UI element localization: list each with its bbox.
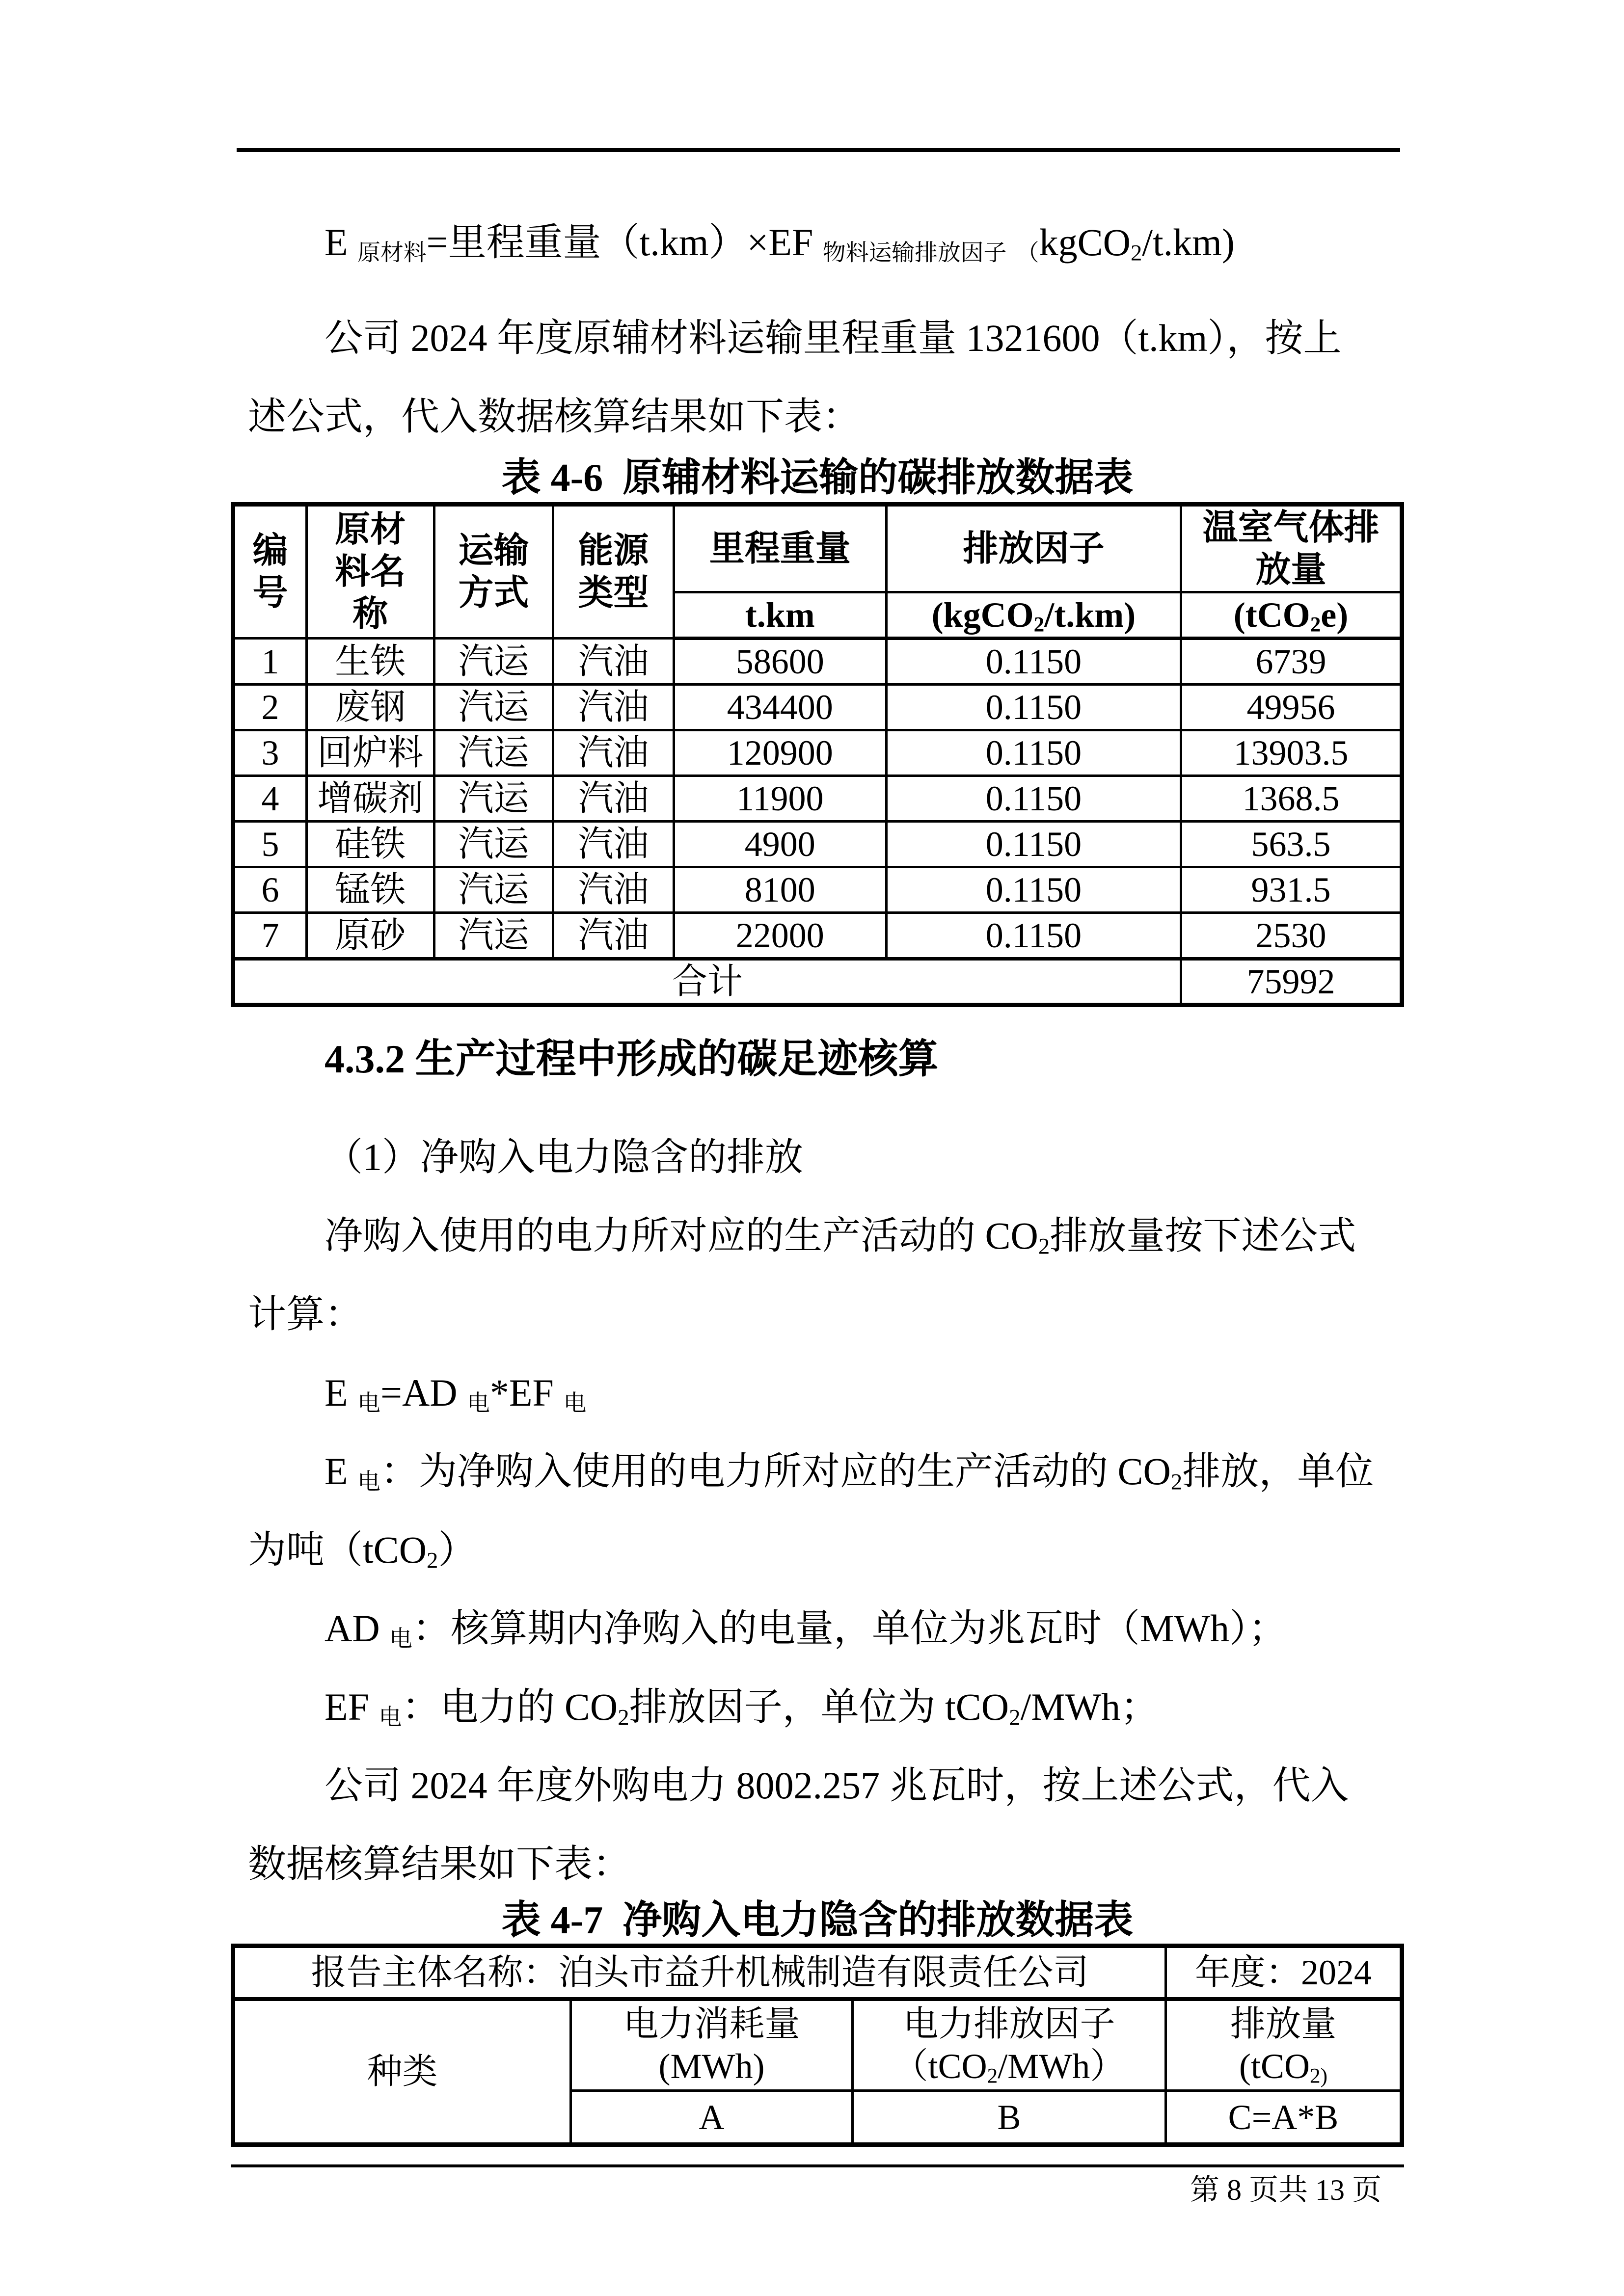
- cell-energy: 汽油: [553, 822, 674, 867]
- table-row: [233, 913, 1402, 959]
- cell-material: 回炉料: [307, 730, 434, 776]
- paragraph-transport-mileage: 公司 2024 年度原辅材料运输里程重量 1321600（t.km），按上 述公式，代入数据核算结果如下表：: [248, 317, 1342, 438]
- table-4-7-header-row: [233, 1999, 1402, 2091]
- t47-col-factor: 电力排放因子 （tCO$_2$/MWh）: [852, 1999, 1165, 2091]
- paragraph-net-power: 净购入使用的电力所对应的生产活动的 $CO_2$排放量按下述公式 计算：: [248, 1214, 1356, 1335]
- cell-mileage: 120900: [674, 730, 886, 776]
- t46-col-energy: 能源 类型: [553, 505, 674, 639]
- total-label: 合计: [233, 959, 1181, 1005]
- cell-factor: 0.1150: [886, 730, 1181, 776]
- page-number: 第 8 页共 13 页: [1190, 2174, 1381, 2206]
- cell-factor: 0.1150: [886, 776, 1181, 822]
- table-4-7: [231, 1944, 1404, 2147]
- cell-mileage: 22000: [674, 913, 886, 959]
- paragraph-purchased-power: 公司 2024 年度外购电力 8002.257 兆瓦时，按上述公式，代入 数据核算结果如下表：: [248, 1764, 1349, 1885]
- code-a: A: [571, 2091, 853, 2145]
- cell-mileage: 4900: [674, 822, 886, 867]
- t46-unit-factor: (kgCO$_2$/t.km): [886, 592, 1181, 639]
- cell-transport: 汽运: [434, 822, 553, 867]
- table-4-6-header-row: [233, 505, 1402, 592]
- cell-material: 废钢: [307, 685, 434, 730]
- cell-factor: 0.1150: [886, 867, 1181, 913]
- header-rule: [237, 148, 1400, 152]
- cell-transport: 汽运: [434, 776, 553, 822]
- cell-energy: 汽油: [553, 685, 674, 730]
- report-year: 年度：2024: [1166, 1946, 1402, 2000]
- t46-col-mileage: 里程重量: [674, 505, 886, 592]
- cell-energy: 汽油: [553, 867, 674, 913]
- cell-energy: 汽油: [553, 730, 674, 776]
- cell-ghg: 563.5: [1181, 822, 1402, 867]
- cell-no: 1: [233, 639, 307, 685]
- cell-factor: 0.1150: [886, 822, 1181, 867]
- cell-material: 硅铁: [307, 822, 434, 867]
- cell-energy: 汽油: [553, 776, 674, 822]
- subject-name: 报告主体名称：泊头市益升机械制造有限责任公司: [233, 1946, 1166, 2000]
- t46-unit-ghg: (tCO$_2$e): [1181, 592, 1402, 639]
- cell-no: 2: [233, 685, 307, 730]
- cell-no: 4: [233, 776, 307, 822]
- t47-col-category: 种类: [233, 1999, 571, 2145]
- cell-mileage: 11900: [674, 776, 886, 822]
- cell-factor: 0.1150: [886, 639, 1181, 685]
- cell-ghg: 13903.5: [1181, 730, 1402, 776]
- t46-col-factor: 排放因子: [886, 505, 1181, 592]
- table-4-7-title: 表 4-7 净购入电力隐含的排放数据表: [501, 1899, 1134, 1942]
- cell-energy: 汽油: [553, 913, 674, 959]
- cell-mileage: 434400: [674, 685, 886, 730]
- paragraph-item-1: （1）净购入电力隐含的排放: [325, 1136, 804, 1178]
- cell-transport: 汽运: [434, 639, 553, 685]
- table-row: [233, 867, 1402, 913]
- cell-energy: 汽油: [553, 639, 674, 685]
- cell-no: 5: [233, 822, 307, 867]
- cell-ghg: 2530: [1181, 913, 1402, 959]
- table-4-6-title: 表 4-6 原辅材料运输的碳排放数据表: [501, 456, 1134, 500]
- section-body: [231, 1118, 1404, 1903]
- formula-e-power: E $_电$=AD $_电$*EF $_电$: [325, 1371, 587, 1416]
- t46-col-material: 原材 料名 称: [307, 505, 434, 639]
- page-content: [0, 148, 1624, 2210]
- table-row: [233, 639, 1402, 685]
- table-row: [233, 685, 1402, 730]
- cell-no: 6: [233, 867, 307, 913]
- table-row: [233, 822, 1402, 867]
- paragraph-ef-definition: EF $_电$：电力的 $CO_2$排放因子，单位为 tCO$_2$/MWh；: [325, 1685, 1159, 1731]
- code-b: B: [852, 2091, 1165, 2145]
- footer-rule: [231, 2164, 1404, 2167]
- cell-transport: 汽运: [434, 913, 553, 959]
- t47-col-consumption: 电力消耗量 (MWh): [571, 1999, 853, 2091]
- formula-e-raw-material: E $_{原材料}$=里程重量（t.km）×EF $_{物料运输排放因子}$ $_($kgCO$_2$/t.km): [325, 221, 1235, 266]
- cell-ghg: 49956: [1181, 685, 1402, 730]
- cell-mileage: 8100: [674, 867, 886, 913]
- paragraph-ad-definition: AD $_电$：核算期内净购入的电量，单位为兆瓦时（MWh）；: [325, 1607, 1287, 1652]
- code-c: C=A*B: [1166, 2091, 1402, 2145]
- cell-mileage: 58600: [674, 639, 886, 685]
- table-4-6: [231, 502, 1404, 1007]
- cell-ghg: 1368.5: [1181, 776, 1402, 822]
- cell-transport: 汽运: [434, 867, 553, 913]
- cell-ghg: 6739: [1181, 639, 1402, 685]
- cell-transport: 汽运: [434, 685, 553, 730]
- cell-material: 生铁: [307, 639, 434, 685]
- cell-no: 7: [233, 913, 307, 959]
- t46-unit-mileage: t.km: [674, 592, 886, 639]
- total-value: 75992: [1181, 959, 1402, 1005]
- t46-col-ghg: 温室气体排 放量: [1181, 505, 1402, 592]
- cell-factor: 0.1150: [886, 913, 1181, 959]
- cell-no: 3: [233, 730, 307, 776]
- cell-material: 锰铁: [307, 867, 434, 913]
- cell-factor: 0.1150: [886, 685, 1181, 730]
- t46-col-no: 编 号: [233, 505, 307, 639]
- table-4-6-total-row: [233, 959, 1402, 1005]
- table-row: [233, 776, 1402, 822]
- cell-material: 原砂: [307, 913, 434, 959]
- table-row: [233, 730, 1402, 776]
- cell-transport: 汽运: [434, 730, 553, 776]
- paragraph-e-definition: E $_电$：为净购入使用的电力所对应的生产活动的 $CO_2$排放，单位 为吨（tCO$_2$）: [248, 1450, 1374, 1574]
- t47-col-emission: 排放量 (tCO$_{2)}$: [1166, 1999, 1402, 2091]
- t46-col-transport: 运输 方式: [434, 505, 553, 639]
- cell-ghg: 931.5: [1181, 867, 1402, 913]
- cell-material: 增碳剂: [307, 776, 434, 822]
- table-4-7-subject-row: [233, 1946, 1402, 2000]
- section-heading-4-3-2: 4.3.2 生产过程中形成的碳足迹核算: [325, 1037, 939, 1081]
